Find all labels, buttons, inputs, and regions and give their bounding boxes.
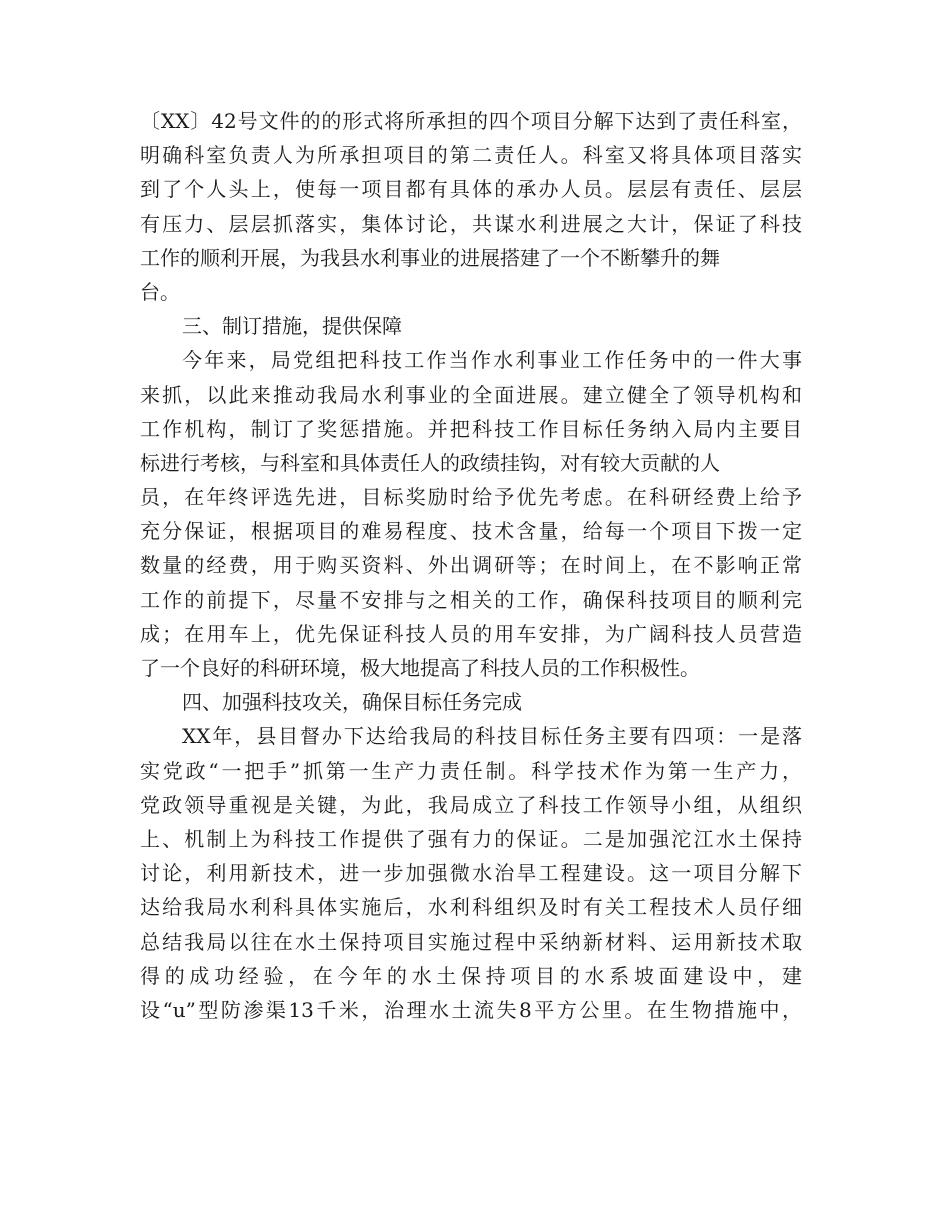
text-line: 工作的前提下，尽量不安排与之相关的工作，确保科技项目的顺利完 [140, 587, 802, 612]
text-line: 到了个人头上，使每一项目都有具体的承办人员。层层有责任、层层 [140, 177, 802, 202]
text-line: 员，在年终评选先进，目标奖励时给予优先考虑。在科研经费上给予 [140, 485, 802, 510]
section-heading-line: 三、制订措施，提供保障 [182, 314, 402, 339]
text-line: 成；在用车上，优先保证科技人员的用车安排，为广阔科技人员营造 [140, 621, 802, 646]
text-line: 明确科室负责人为所承担项目的第二责任人。科室又将具体项目落实 [140, 143, 802, 168]
text-line: 达给我局水利科具体实施后，水利科组织及时有关工程技术人员仔细 [140, 895, 802, 920]
text-line: 得的成功经验，在今年的水土保持项目的水系坡面建设中，建 [140, 963, 802, 988]
text-line: 上、机制上为科技工作提供了强有力的保证。二是加强沱江水土保持 [140, 826, 802, 851]
text-line: 党政领导重视是关键，为此，我局成立了科技工作领导小组，从组织 [140, 792, 802, 817]
text-line: 台。 [140, 279, 180, 304]
text-line: 来抓，以此来推动我局水利事业的全面进展。建立健全了领导机构和 [140, 382, 802, 407]
text-line: 实党政“一把手”抓第一生产力责任制。科学技术作为第一生产力， [140, 758, 802, 783]
text-line: 了一个良好的科研环境，极大地提高了科技人员的工作积极性。 [140, 656, 700, 680]
text-line: 工作的顺利开展，为我县水利事业的进展搭建了一个不断攀升的舞 [140, 245, 720, 270]
text-line: XX年，县目督办下达给我局的科技目标任务主要有四项：一是落 [182, 724, 802, 749]
text-line: 〔XX〕42号文件的的形式将所承担的四个项目分解下达到了责任科室， [140, 109, 802, 133]
text-line: 有压力、层层抓落实，集体讨论，共谋水利进展之大计，保证了科技 [140, 211, 802, 236]
text-line: 标进行考核，与科室和具体责任人的政绩挂钩，对有较大贡献的人 [140, 450, 720, 475]
text-line: 讨论，利用新技术，进一步加强微水治旱工程建设。这一项目分解下 [140, 861, 802, 886]
text-line: 今年来，局党组把科技工作当作水利事业工作任务中的一件大事 [182, 348, 802, 373]
text-line: 总结我局以往在水土保持项目实施过程中采纳新材料、运用新技术取 [140, 929, 802, 954]
text-line: 充分保证，根据项目的难易程度、技术含量，给每一个项目下拨一定 [140, 519, 802, 544]
text-line: 设“u”型防渗渠13千米，治理水土流失8平方公里。在生物措施中， [140, 997, 802, 1022]
section-heading-line: 四、加强科技攻关，确保目标任务完成 [182, 690, 522, 715]
text-line: 数量的经费，用于购买资料、外出调研等；在时间上，在不影响正常 [140, 553, 802, 578]
text-line: 工作机构，制订了奖惩措施。并把科技工作目标任务纳入局内主要目 [140, 416, 802, 441]
document-body [140, 104, 802, 1027]
